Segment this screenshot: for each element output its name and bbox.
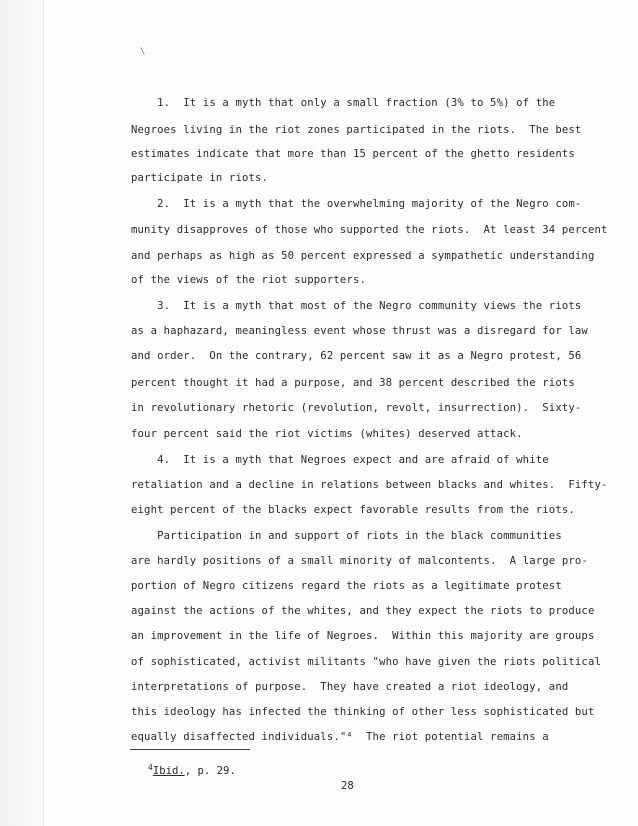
text-line: interpretations of purpose. They have created a riot ideology, and xyxy=(131,681,569,693)
text-line: of the views of the riot supporters. xyxy=(131,274,367,286)
text-line: an improvement in the life of Negroes. Within this majority are groups xyxy=(131,630,595,642)
text-line: Participation in and support of riots in the black communities xyxy=(131,530,562,542)
text-line: Negroes living in the riot zones participated in the riots. The best xyxy=(131,124,582,136)
text-line: percent thought it had a purpose, and 38 percent described the riots xyxy=(131,377,575,389)
text-line: 1. It is a myth that only a small fraction (3% to 5%) of the xyxy=(131,97,556,109)
text-line: portion of Negro citizens regard the riots as a legitimate protest xyxy=(131,580,562,592)
footnote xyxy=(148,763,236,777)
text-line: retaliation and a decline in relations between blacks and whites. Fifty- xyxy=(131,479,608,491)
text-line: four percent said the riot victims (whites) deserved attack. xyxy=(131,428,523,440)
footnote-number: 4 xyxy=(148,763,153,772)
text-line: 4. It is a myth that Negroes expect and are afraid of white xyxy=(131,454,549,466)
text-line: against the actions of the whites, and they expect the riots to produce xyxy=(131,605,595,617)
text-line: and order. On the contrary, 62 percent saw it as a Negro protest, 56 xyxy=(131,350,582,362)
text-line: munity disapproves of those who supported the riots. At least 34 percent xyxy=(131,224,608,236)
text-line: eight percent of the blacks expect favorable results from the riots. xyxy=(131,504,575,516)
text-line: estimates indicate that more than 15 percent of the ghetto residents xyxy=(131,148,575,160)
text-line: equally disaffected individuals."⁴ The riot potential remains a xyxy=(131,731,549,743)
page-number: 28 xyxy=(341,780,354,792)
text-line: 2. It is a myth that the overwhelming majority of the Negro com- xyxy=(131,198,582,210)
footnote-rule xyxy=(130,749,250,750)
text-line: as a haphazard, meaningless event whose thrust was a disregard for law xyxy=(131,325,588,337)
scan-margin-shadow xyxy=(0,0,46,826)
text-line: are hardly positions of a small minority of malcontents. A large pro- xyxy=(131,555,588,567)
text-line: participate in riots. xyxy=(131,172,269,184)
text-line: of sophisticated, activist militants "who have given the riots political xyxy=(131,656,602,668)
text-line: 3. It is a myth that most of the Negro community views the riots xyxy=(131,300,582,312)
footnote-source: Ibid. xyxy=(152,765,185,777)
scan-page-edge xyxy=(43,0,44,826)
scan-speck: \ xyxy=(140,47,146,57)
text-line: this ideology has infected the thinking of other less sophisticated but xyxy=(131,706,595,718)
text-line: in revolutionary rhetoric (revolution, revolt, insurrection). Sixty- xyxy=(131,402,582,414)
footnote-page-ref: , p. 29. xyxy=(184,765,236,777)
text-line: and perhaps as high as 50 percent expressed a sympathetic understanding xyxy=(131,250,595,262)
